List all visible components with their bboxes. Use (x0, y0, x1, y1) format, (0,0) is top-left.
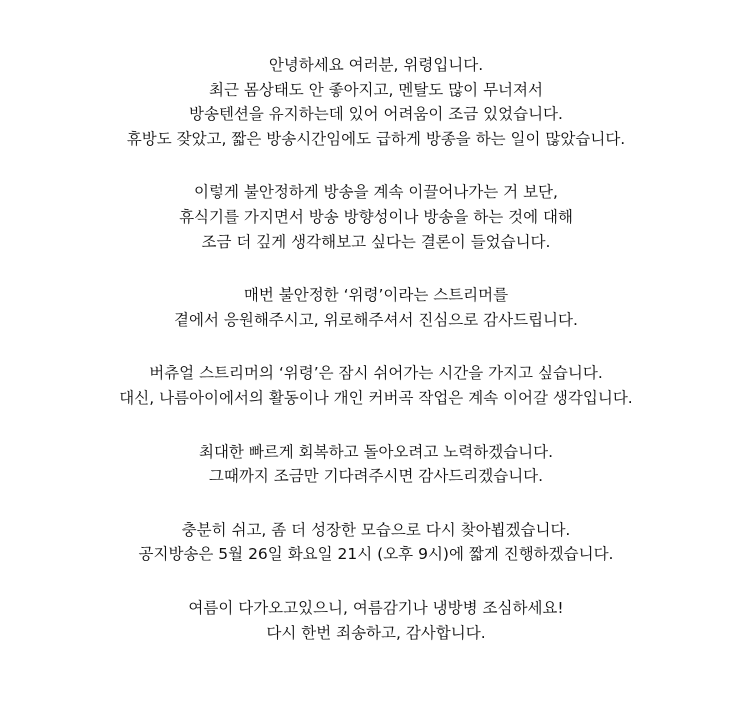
paragraph-recovery (0, 440, 752, 489)
paragraph-schedule (0, 518, 752, 567)
announcement-text (0, 53, 752, 674)
text-line: 조금 더 깊게 생각해보고 싶다는 결론이 들었습니다. (201, 232, 551, 251)
text-line: 곁에서 응원해주시고, 위로해주셔서 진심으로 감사드립니다. (174, 310, 578, 329)
text-line: 매번 불안정한 ‘위령’이라는 스트리머를 (243, 286, 509, 305)
text-line: 대신, 나름아이에서의 활동이나 개인 커버곡 작업은 계속 이어갈 생각입니다. (119, 388, 633, 407)
text-line: 휴방도 잦았고, 짧은 방송시간임에도 급하게 방종을 하는 일이 많았습니다. (126, 129, 626, 148)
text-line: 충분히 쉬고, 좀 더 성장한 모습으로 다시 찾아뵙겠습니다. (181, 520, 571, 539)
paragraph-closing (0, 596, 752, 645)
paragraph-thanks (0, 283, 752, 332)
text-line: 최대한 빠르게 회복하고 돌아오려고 노력하겠습니다. (198, 442, 554, 461)
paragraph-greeting (0, 53, 752, 151)
text-line: 버츄얼 스트리머의 ‘위령’은 잠시 쉬어가는 시간을 가지고 싶습니다. (149, 364, 603, 383)
text-line: 여름이 다가오고있으니, 여름감기나 냉방병 조심하세요! (188, 598, 564, 617)
text-line: 다시 한번 죄송하고, 감사합니다. (266, 623, 486, 642)
text-line: 안녕하세요 여러분, 위령입니다. (268, 56, 484, 74)
text-line: 최근 몸상태도 안 좋아지고, 멘탈도 많이 무너져서 (209, 80, 543, 99)
paragraph-reason (0, 180, 752, 254)
text-line: 방송텐션을 유지하는데 있어 어려움이 조금 있었습니다. (189, 105, 563, 124)
text-line: 이렇게 불안정하게 방송을 계속 이끌어나가는 거 보단, (194, 183, 558, 202)
text-line: 공지방송은 5월 26일 화요일 21시 (오후 9시)에 짧게 진행하겠습니다. (138, 545, 614, 564)
text-line: 그때까지 조금만 기다려주시면 감사드리겠습니다. (208, 467, 544, 486)
text-line: 휴식기를 가지면서 방송 방향성이나 방송을 하는 것에 대해 (179, 207, 573, 226)
paragraph-hiatus (0, 361, 752, 410)
